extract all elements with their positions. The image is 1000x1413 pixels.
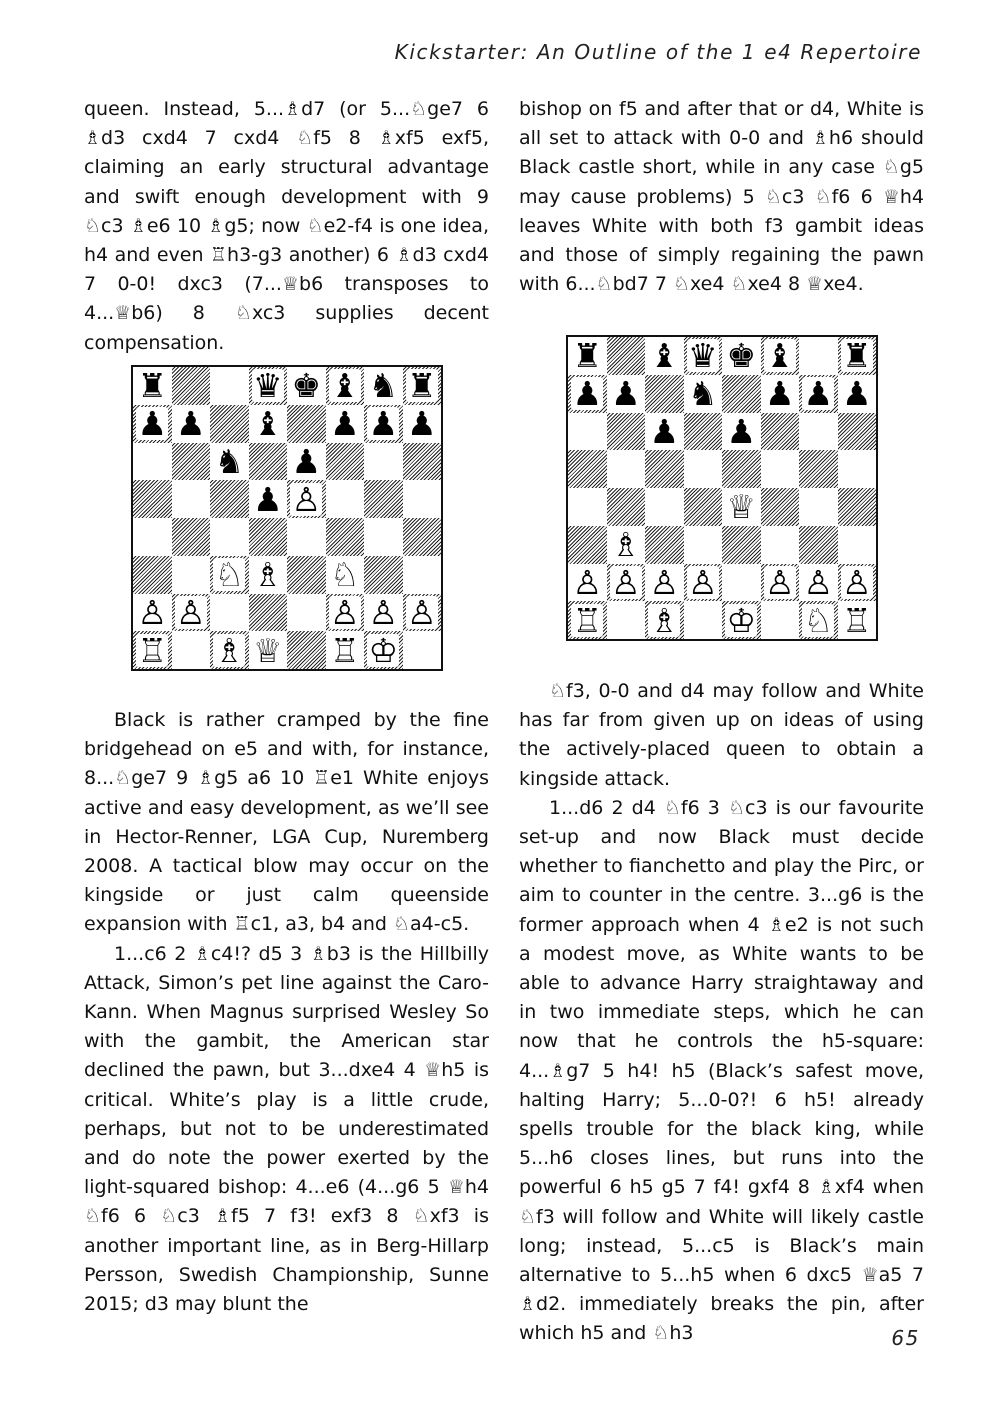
board-square [326,367,365,405]
board-square [761,450,800,488]
board-square [287,518,326,556]
black-pawn-icon: ♟ [764,374,795,413]
board-square [287,367,326,405]
board-square [645,450,684,488]
white-king-icon: ♔ [368,631,399,669]
board-square [403,631,442,669]
board-square [799,488,838,526]
board-square [364,631,403,669]
right-column-bottom [519,677,924,1349]
board-square [210,443,249,481]
black-bishop-icon: ♝ [252,404,283,443]
white-queen-icon: ♕ [726,488,757,526]
right-column-top [519,95,924,299]
board-square [684,450,723,488]
board-square [607,526,646,564]
board-square [210,480,249,518]
board-square [607,488,646,526]
board-square [326,443,365,481]
paragraph: 1...d6 2 d4 ♘f6 3 ♘c3 is our favourite set-up and now Black must decide whether to fianchetto and play the Pirc, or aim to counter in the centre. 3...g6 is the former approach when 4 ♗e2 is not such a modest move, as White wants to be able to advance Harry straightaway and in two immediate steps, which he can now that he controls the h5-square: 4...♗g7 5 h4! h5 (Black’s safest move, halting Harry; 5...0-0?! 6 h5! already spells trouble for the black king, while 5...h6 closes lines, but runs into the powerful 6 h5 g5 7 f4! gxf4 8 ♗xf4 when ♘f3 will follow and White will likely castle long; instead, 5...c5 is Black’s main alternative to 5...h5 when 6 dxc5 ♕a5 7 ♗d2. immediately breaks the pin, after which h5 and ♘h3 [519,796,924,1345]
white-rook-icon: ♖ [137,631,168,669]
board-square [403,518,442,556]
white-pawn-icon: ♙ [572,563,603,602]
paragraph: 1...c6 2 ♗c4!? d5 3 ♗b3 is the Hillbilly Attack, Simon’s pet line against the Caro-Kann. When Magnus surprised Wesley So with the gambit, the American star declined the pawn, but 3...dxe4 4 ♕h5 is critical. White’s play is a little crude, perhaps, but not to be underestimated and do note the power exerted by the light-squared bishop: 4...e6 (4...g6 5 ♕h4 ♘f6 6 ♘c3 ♗f5 7 f3! exf3 8 ♘xf3 is another important line, as in Berg-Hillarp Persson, Swedish Championship, Sunne 2015; d3 may blunt the [84,942,489,1316]
board-square [568,564,607,602]
black-pawn-icon: ♟ [572,374,603,413]
board-square [172,594,211,632]
board-square [607,337,646,375]
white-pawn-icon: ♙ [329,593,360,632]
board-square [645,526,684,564]
board-square [403,405,442,443]
board-square [838,450,877,488]
white-pawn-icon: ♙ [803,563,834,602]
board-square [607,564,646,602]
black-rook-icon: ♜ [841,337,872,375]
board-square [838,413,877,451]
board-square [838,526,877,564]
white-rook-icon: ♖ [841,601,872,639]
board-square [403,480,442,518]
board-square [838,375,877,413]
paragraph: bishop on f5 and after that or d4, White is all set to attack with 0-0 and ♗h6 should Black castle short, while in any case ♘g5 may cause problems) 5 ♘c3 ♘f6 6 ♕h4 leaves White with both f3 gambit ideas and those of simply regaining the pawn with 6...♘bd7 7 ♘xe4 ♘xe4 8 ♕xe4. [519,98,924,296]
left-column-bottom [84,706,489,1319]
black-pawn-icon: ♟ [841,374,872,413]
black-knight-icon: ♞ [687,374,718,413]
board-square [249,594,288,632]
white-rook-icon: ♖ [329,631,360,669]
board-square [838,337,877,375]
board-square [364,518,403,556]
board-square [403,594,442,632]
board-square [249,631,288,669]
board-square [326,594,365,632]
white-pawn-icon: ♙ [406,593,437,632]
board-square [645,337,684,375]
board-square [133,367,172,405]
running-head: Kickstarter: An Outline of the 1 e4 Repertoire [394,40,922,64]
board-square [568,375,607,413]
white-pawn-icon: ♙ [687,563,718,602]
board-square [210,405,249,443]
board-square [287,594,326,632]
board-square [684,488,723,526]
white-pawn-icon: ♙ [649,563,680,602]
white-rook-icon: ♖ [572,601,603,639]
board-square [761,488,800,526]
chess-diagram-1 [131,365,443,671]
board-square [133,594,172,632]
white-knight-icon: ♘ [329,555,360,594]
board-square [133,443,172,481]
board-square [172,367,211,405]
board-square [133,480,172,518]
board-square [210,631,249,669]
board-square [326,480,365,518]
white-king-icon: ♔ [726,601,757,639]
board-square [326,631,365,669]
board-square [210,367,249,405]
white-queen-icon: ♕ [252,631,283,669]
board-square [364,405,403,443]
black-king-icon: ♚ [726,337,757,375]
black-knight-icon: ♞ [368,367,399,405]
white-knight-icon: ♘ [214,555,245,594]
board-square [403,367,442,405]
white-pawn-icon: ♙ [841,563,872,602]
board-square [722,526,761,564]
white-knight-icon: ♘ [803,601,834,639]
board-square [249,556,288,594]
paragraph: queen. Instead, 5...♗d7 (or 5...♘ge7 6 ♗d3 cxd4 7 cxd4 ♘f5 8 ♗xf5 exf5, claiming an early structural advantage and swift enough development with 9 ♘c3 ♗e6 10 ♗g5; now ♘e2-f4 is one idea, h4 and even ♖h3-g3 another) 6 ♗d3 cxd4 7 0-0! dxc3 (7...♕b6 transposes to 4...♕b6) 8 ♘xc3 supplies decent compensation. [84,98,489,354]
white-pawn-icon: ♙ [368,593,399,632]
board-square [568,450,607,488]
black-pawn-icon: ♟ [649,412,680,451]
board-square [133,556,172,594]
black-pawn-icon: ♟ [726,412,757,451]
white-pawn-icon: ♙ [291,480,322,518]
board-square [684,375,723,413]
board-square [133,518,172,556]
board-square [645,564,684,602]
board-square [799,601,838,639]
paragraph: Black is rather cramped by the fine bridgehead on e5 and with, for instance, 8...♘ge7 9 ♗g5 a6 10 ♖e1 White enjoys active and easy development, as we’ll see in Hector-Renner, LGA Cup, Nuremberg 2008. A tactical blow may occur on the kingside or just calm queenside expansion with ♖c1, a3, b4 and ♘a4-c5. [84,709,489,936]
board-square [568,601,607,639]
board-square [722,413,761,451]
board-square [326,556,365,594]
board-square [287,443,326,481]
black-rook-icon: ♜ [572,337,603,375]
board-square [722,337,761,375]
board-square [249,367,288,405]
board-square [799,337,838,375]
board-square [761,526,800,564]
black-rook-icon: ♜ [137,367,168,405]
board-square [287,405,326,443]
board-square [364,594,403,632]
board-square [568,526,607,564]
white-bishop-icon: ♗ [252,555,283,594]
board-square [607,413,646,451]
page-number: 65 [891,1326,920,1350]
black-pawn-icon: ♟ [610,374,641,413]
board-square [722,488,761,526]
board-square [838,601,877,639]
black-king-icon: ♚ [291,367,322,405]
board-square [607,601,646,639]
board-square [645,375,684,413]
board-square [838,488,877,526]
black-pawn-icon: ♟ [175,404,206,443]
board-square [364,480,403,518]
black-pawn-icon: ♟ [252,480,283,518]
board-square [568,413,607,451]
board-square [249,480,288,518]
board-square [364,556,403,594]
board-square [799,526,838,564]
board-square [684,337,723,375]
black-pawn-icon: ♟ [406,404,437,443]
black-knight-icon: ♞ [214,442,245,481]
board-square [210,518,249,556]
board-square [799,450,838,488]
board-square [684,564,723,602]
white-bishop-icon: ♗ [214,631,245,669]
white-pawn-icon: ♙ [175,593,206,632]
board-square [645,413,684,451]
black-pawn-icon: ♟ [291,442,322,481]
board-square [838,564,877,602]
board-square [761,601,800,639]
board-square [249,443,288,481]
board-square [403,443,442,481]
black-pawn-icon: ♟ [329,404,360,443]
board-square [568,337,607,375]
left-column-top [84,95,489,358]
board-square [249,518,288,556]
black-pawn-icon: ♟ [137,404,168,443]
chess-diagram-2 [566,335,878,641]
board-square [172,443,211,481]
board-square [210,556,249,594]
board-square [761,564,800,602]
board-square [249,405,288,443]
black-rook-icon: ♜ [406,367,437,405]
black-pawn-icon: ♟ [803,374,834,413]
paragraph: ♘f3, 0-0 and d4 may follow and White has far from given up on ideas of using the actively-placed queen to obtain a kingside attack. [519,680,924,790]
board-square [364,443,403,481]
board-square [761,413,800,451]
board-square [799,375,838,413]
board-square [133,631,172,669]
board-square [172,480,211,518]
board-square [133,405,172,443]
board-square [287,480,326,518]
board-square [607,375,646,413]
board-square [403,556,442,594]
board-square [722,450,761,488]
board-square [684,601,723,639]
board-square [761,337,800,375]
board-square [326,518,365,556]
board-square [172,556,211,594]
board-square [172,631,211,669]
board-square [761,375,800,413]
black-bishop-icon: ♝ [329,367,360,405]
board-square [172,405,211,443]
board-square [607,450,646,488]
board-square [684,413,723,451]
board-square [722,564,761,602]
board-square [287,631,326,669]
board-square [326,405,365,443]
board-square [799,413,838,451]
board-square [172,518,211,556]
black-queen-icon: ♛ [252,367,283,405]
white-pawn-icon: ♙ [137,593,168,632]
board-square [568,488,607,526]
black-pawn-icon: ♟ [368,404,399,443]
board-square [722,375,761,413]
board-square [645,488,684,526]
black-bishop-icon: ♝ [764,337,795,375]
board-square [287,556,326,594]
white-bishop-icon: ♗ [649,601,680,639]
board-square [364,367,403,405]
board-square [722,601,761,639]
white-bishop-icon: ♗ [610,525,641,564]
board-square [799,564,838,602]
white-pawn-icon: ♙ [610,563,641,602]
board-square [210,594,249,632]
black-bishop-icon: ♝ [649,337,680,375]
board-square [684,526,723,564]
board-square [645,601,684,639]
white-pawn-icon: ♙ [764,563,795,602]
black-queen-icon: ♛ [687,337,718,375]
